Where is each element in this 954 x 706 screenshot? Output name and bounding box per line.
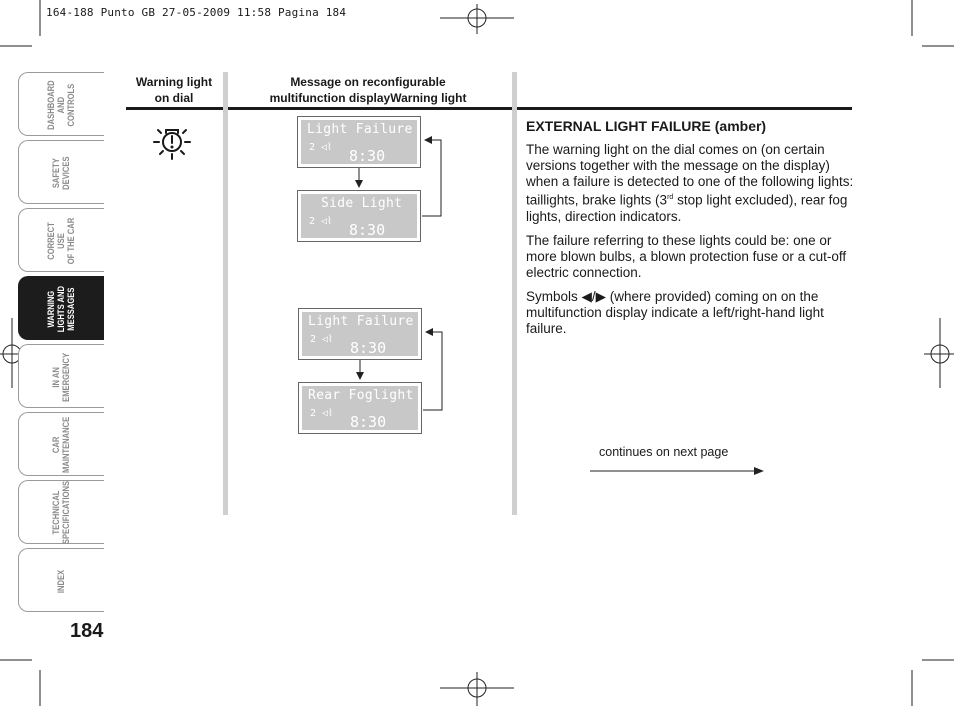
display-message: Rear Foglight bbox=[308, 388, 414, 403]
display-cycle-arrows bbox=[290, 110, 450, 450]
tab-label: TECHNICAL SPECIFICATIONS bbox=[51, 481, 72, 545]
continues-arrow-icon bbox=[588, 464, 768, 478]
display-symbols: 2 ◁⌇ bbox=[310, 334, 333, 345]
paragraph: The warning light on the dial comes on (on certain versions together with the message on the display) when a failure is detected to one of the following lights: taillights, brake lights (3rd stop light excluded), rear fog lights, direction indicators. bbox=[526, 142, 854, 224]
message-heading bbox=[230, 74, 506, 106]
heading-line: multifunction displayWarning light bbox=[269, 91, 467, 105]
page-number: 184 bbox=[70, 620, 104, 642]
tab-warning-lights-and-messages[interactable] bbox=[18, 276, 104, 340]
tab-label: IN AN EMERGENCY bbox=[51, 352, 72, 402]
display-time: 8:30 bbox=[349, 147, 386, 165]
tab-label: DASHBOARD AND CONTROLS bbox=[46, 80, 77, 130]
continues-note: continues on next page bbox=[599, 445, 729, 459]
tab-label: SAFETY DEVICES bbox=[51, 156, 72, 190]
tab-index[interactable] bbox=[18, 548, 104, 612]
section-title: EXTERNAL LIGHT FAILURE (amber) bbox=[526, 118, 767, 134]
tab-dashboard-and-controls[interactable] bbox=[18, 72, 104, 136]
tab-label: CORRECT USE OF THE CAR bbox=[46, 217, 77, 265]
column-divider bbox=[223, 72, 228, 515]
display-time: 8:30 bbox=[349, 221, 386, 239]
heading-line: on dial bbox=[154, 91, 194, 105]
table-top-rule bbox=[126, 107, 852, 110]
heading-line: Warning light bbox=[135, 75, 213, 89]
section-body bbox=[526, 142, 856, 345]
tab-safety-devices[interactable] bbox=[18, 140, 104, 204]
display-symbols: 2 ◁⌇ bbox=[310, 408, 333, 419]
warning-light-heading bbox=[126, 74, 222, 106]
tab-technical-specifications[interactable] bbox=[18, 480, 104, 544]
display-time: 8:30 bbox=[350, 413, 387, 431]
tab-car-maintenance[interactable] bbox=[18, 412, 104, 476]
display-message: Light Failure bbox=[308, 314, 414, 329]
display-time: 8:30 bbox=[350, 339, 387, 357]
tab-correct-use-of-the-car[interactable] bbox=[18, 208, 104, 272]
external-light-failure-warning-icon bbox=[150, 122, 194, 162]
left-right-arrow-icon: ◀/▶ bbox=[581, 288, 607, 304]
tab-label: CAR MAINTENANCE bbox=[51, 416, 72, 474]
tab-label: WARNING LIGHTS AND MESSAGES bbox=[46, 285, 77, 333]
display-message: Light Failure bbox=[307, 122, 413, 137]
heading-line: Message on reconfigurable bbox=[290, 75, 446, 89]
paragraph: Symbols ◀/▶ (where provided) coming on on the multifunction display indicate a left/right-hand light failure. bbox=[526, 288, 824, 336]
column-divider bbox=[512, 72, 517, 515]
tab-in-an-emergency[interactable] bbox=[18, 344, 104, 408]
display-message: Side Light bbox=[321, 196, 403, 211]
paragraph: The failure referring to these lights could be: one or more blown bulbs, a blown protection fuse or a cut-off electric connection. bbox=[526, 232, 847, 280]
tab-label: INDEX bbox=[56, 569, 67, 593]
display-symbols: 2 ◁⌇ bbox=[309, 142, 332, 153]
display-symbols: 2 ◁⌇ bbox=[309, 216, 332, 227]
print-slug: 164-188 Punto GB 27-05-2009 11:58 Pagina 184 bbox=[46, 6, 347, 19]
